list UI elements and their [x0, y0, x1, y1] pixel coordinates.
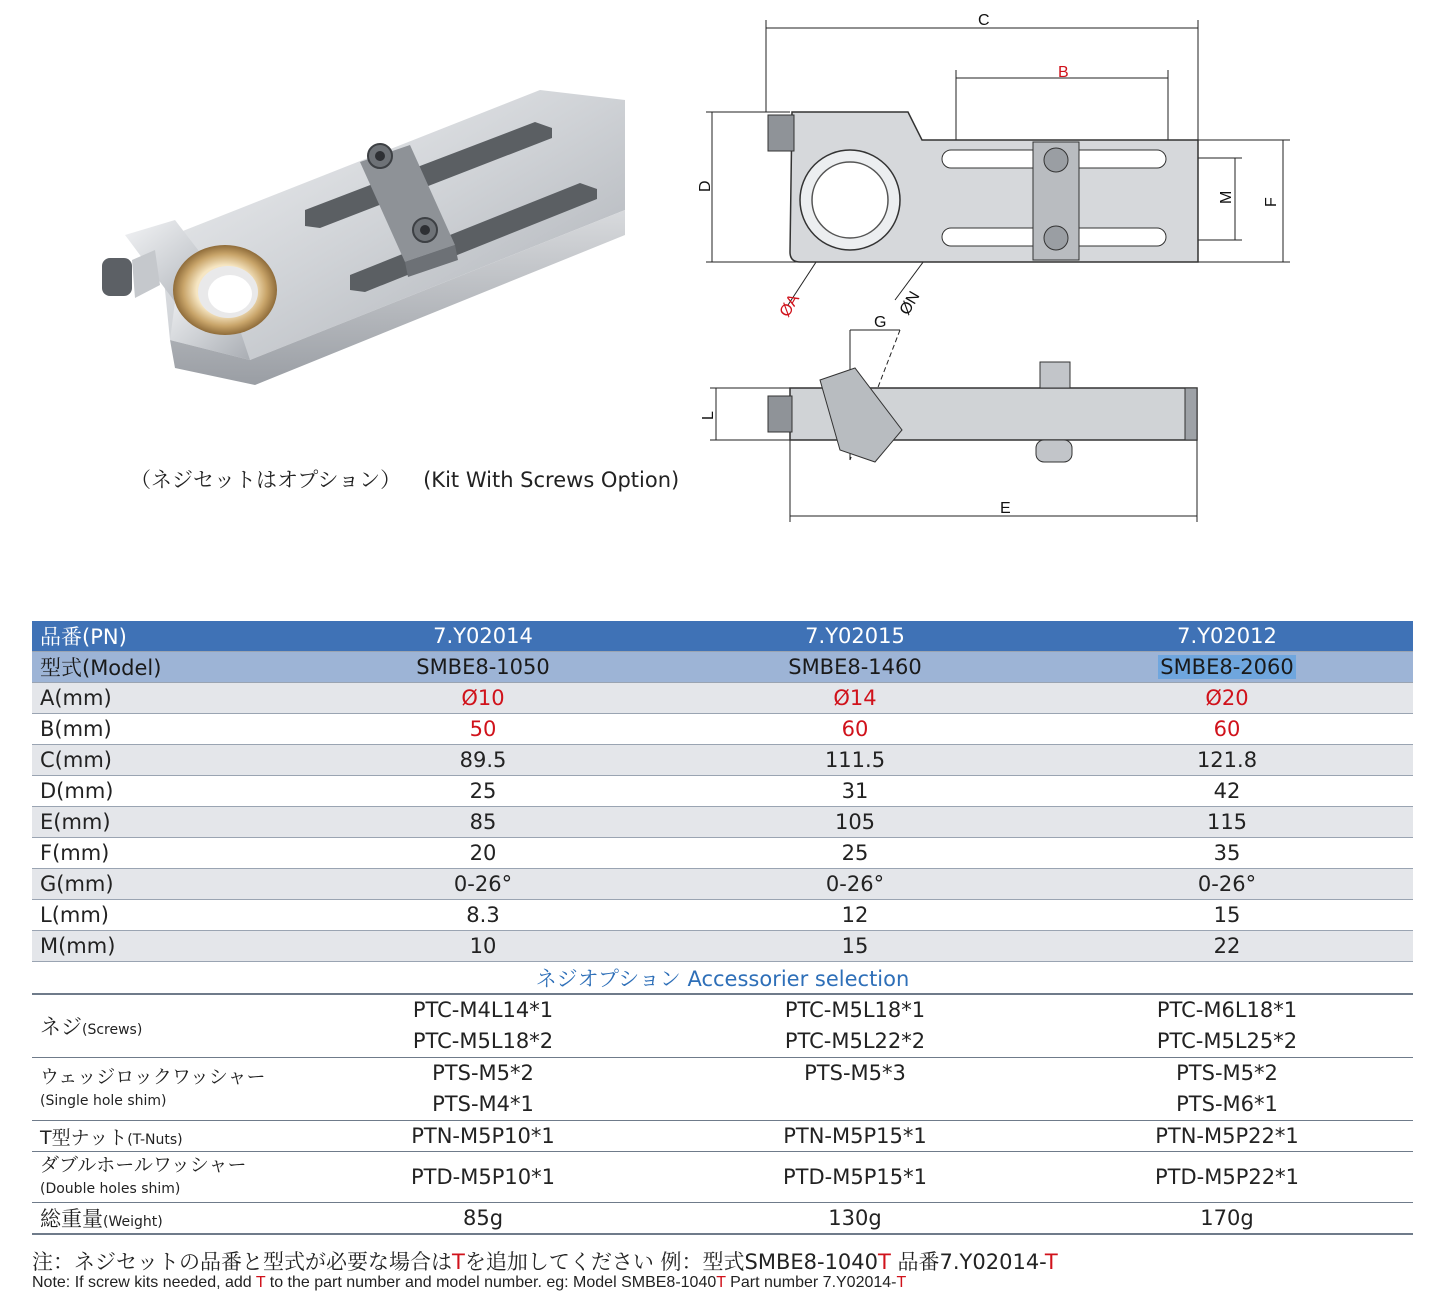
label-main: ダブルホールワッシャー — [40, 1154, 247, 1176]
row-label: C(mm) — [32, 745, 297, 776]
row-label — [32, 1121, 297, 1152]
row-m — [32, 931, 1413, 962]
row-label — [32, 1203, 297, 1235]
photo-caption — [130, 464, 679, 494]
row-label: L(mm) — [32, 900, 297, 931]
note-text: 注：ネジセットの品番と型式が必要な場合は — [32, 1250, 452, 1274]
row-label: F(mm) — [32, 838, 297, 869]
cell-line: PTS-M5*3 — [804, 1061, 906, 1085]
product-photo — [80, 70, 640, 440]
cell: Ø10 — [297, 683, 669, 714]
dim-label-n: ØN — [896, 288, 924, 318]
cell: 0-26° — [1041, 869, 1413, 900]
cell: PTN-M5P15*1 — [669, 1121, 1041, 1152]
cell — [297, 994, 669, 1058]
cell: 89.5 — [297, 745, 669, 776]
cell: 0-26° — [297, 869, 669, 900]
cell: 8.3 — [297, 900, 669, 931]
note-text: を追加してください 例：型式SMBE8-1040 — [464, 1250, 879, 1274]
cell-line: PTS-M5*2 — [432, 1061, 534, 1085]
cell: SMBE8-1050 — [297, 652, 669, 683]
cell: 12 — [669, 900, 1041, 931]
dim-label-c: C — [978, 12, 990, 29]
cell-line: PTC-M5L22*2 — [784, 1029, 926, 1053]
cell-line: PTS-M6*1 — [1176, 1092, 1278, 1116]
row-accessories-heading — [32, 962, 1413, 995]
cell: 85 — [297, 807, 669, 838]
row-l — [32, 900, 1413, 931]
cell: 25 — [297, 776, 669, 807]
row-label — [32, 1152, 297, 1203]
row-pn — [32, 621, 1413, 652]
note-text: Part number 7.Y02014- — [725, 1274, 897, 1291]
label-sub: (Weight) — [103, 1214, 163, 1230]
row-t-nuts — [32, 1121, 1413, 1152]
row-f — [32, 838, 1413, 869]
technical-drawing — [690, 0, 1310, 540]
row-label: 型式(Model) — [32, 652, 297, 683]
cell — [669, 1058, 1041, 1121]
dim-label-f: F — [1263, 197, 1280, 207]
cell: 60 — [1041, 714, 1413, 745]
row-label — [32, 994, 297, 1058]
cell: Ø14 — [669, 683, 1041, 714]
cell: PTD-M5P22*1 — [1041, 1152, 1413, 1203]
note-text: 品番7.Y02014- — [890, 1250, 1045, 1274]
note-english — [32, 1274, 906, 1292]
row-wedge-washer — [32, 1058, 1413, 1121]
note-t-marker: T — [452, 1250, 465, 1274]
note-t-marker: T — [255, 1274, 266, 1291]
cell-line: PTC-M5L25*2 — [1156, 1029, 1298, 1053]
note-t-marker: T — [896, 1274, 907, 1291]
cell-line: PTC-M5L18*2 — [412, 1029, 554, 1053]
label-sub: (Single hole shim) — [40, 1093, 167, 1109]
dim-label-g: G — [874, 314, 887, 331]
dim-label-b: B — [1058, 64, 1069, 81]
label-sub: (Screws) — [82, 1022, 143, 1038]
row-label: A(mm) — [32, 683, 297, 714]
cell: 121.8 — [1041, 745, 1413, 776]
note-t-marker: T — [716, 1274, 726, 1291]
dim-label-d: D — [697, 180, 714, 192]
cell: 130g — [669, 1203, 1041, 1235]
row-c — [32, 745, 1413, 776]
label-main: T型ナット — [40, 1126, 128, 1149]
note-text: to the part number and model number. eg: Model SMBE8-1040 — [265, 1274, 717, 1291]
row-label — [32, 1058, 297, 1121]
cell: 7.Y02014 — [297, 621, 669, 652]
note-t-marker: T — [1044, 1250, 1058, 1274]
cell: 35 — [1041, 838, 1413, 869]
dim-label-m: M — [1218, 190, 1235, 204]
row-label: G(mm) — [32, 869, 297, 900]
row-label: M(mm) — [32, 931, 297, 962]
cell — [1041, 1058, 1413, 1121]
cell: 60 — [669, 714, 1041, 745]
cell — [669, 994, 1041, 1058]
label-main: 総重量 — [40, 1207, 103, 1231]
row-screws — [32, 994, 1413, 1058]
row-g — [32, 869, 1413, 900]
row-e — [32, 807, 1413, 838]
cell: 111.5 — [669, 745, 1041, 776]
cell: 7.Y02012 — [1041, 621, 1413, 652]
cell: 31 — [669, 776, 1041, 807]
cell-line: PTC-M5L18*1 — [784, 998, 926, 1022]
row-weight — [32, 1203, 1413, 1235]
cell: 0-26° — [669, 869, 1041, 900]
row-model — [32, 652, 1413, 683]
cell: Ø20 — [1041, 683, 1413, 714]
cell: 15 — [669, 931, 1041, 962]
label-sub: (Double holes shim) — [40, 1181, 181, 1197]
cell: 22 — [1041, 931, 1413, 962]
note-japanese — [32, 1246, 1058, 1276]
spec-table — [32, 621, 1413, 1235]
cell: 20 — [297, 838, 669, 869]
caption-en: (Kit With Screws Option) — [423, 468, 680, 492]
label-main: ネジ — [40, 1015, 82, 1039]
selected-model-text[interactable]: SMBE8-2060 — [1160, 655, 1294, 679]
cell: 42 — [1041, 776, 1413, 807]
cell: 10 — [297, 931, 669, 962]
cell: PTN-M5P22*1 — [1041, 1121, 1413, 1152]
row-b — [32, 714, 1413, 745]
row-double-washer — [32, 1152, 1413, 1203]
label-sub: (T-Nuts) — [127, 1131, 183, 1148]
cell — [297, 1058, 669, 1121]
label-main: ウェッジロックワッシャー — [40, 1066, 266, 1088]
row-a — [32, 683, 1413, 714]
cell: PTD-M5P15*1 — [669, 1152, 1041, 1203]
cell — [1041, 652, 1413, 683]
cell: PTD-M5P10*1 — [297, 1152, 669, 1203]
dim-label-a: ØA — [776, 291, 804, 320]
cell: 7.Y02015 — [669, 621, 1041, 652]
accessories-heading: ネジオプション Accessorier selection — [32, 962, 1413, 995]
row-label: E(mm) — [32, 807, 297, 838]
cell: 115 — [1041, 807, 1413, 838]
cell-line: PTS-M4*1 — [432, 1092, 534, 1116]
row-label: 品番(PN) — [32, 621, 297, 652]
cell: 50 — [297, 714, 669, 745]
row-d — [32, 776, 1413, 807]
cell-line: PTC-M6L18*1 — [1156, 998, 1298, 1022]
cell: SMBE8-1460 — [669, 652, 1041, 683]
cell: 170g — [1041, 1203, 1413, 1235]
cell: 25 — [669, 838, 1041, 869]
row-label: B(mm) — [32, 714, 297, 745]
cell-line: PTC-M4L14*1 — [412, 998, 554, 1022]
caption-jp: （ネジセットはオプション） — [130, 468, 402, 492]
cell: 15 — [1041, 900, 1413, 931]
dim-label-l: L — [700, 411, 717, 420]
row-label: D(mm) — [32, 776, 297, 807]
note-text: Note: If screw kits needed, add — [32, 1274, 256, 1291]
cell: PTN-M5P10*1 — [297, 1121, 669, 1152]
cell-line: PTS-M5*2 — [1176, 1061, 1278, 1085]
cell: 85g — [297, 1203, 669, 1235]
cell: 105 — [669, 807, 1041, 838]
note-t-marker: T — [878, 1250, 891, 1274]
dim-label-e: E — [1000, 500, 1011, 517]
cell — [1041, 994, 1413, 1058]
